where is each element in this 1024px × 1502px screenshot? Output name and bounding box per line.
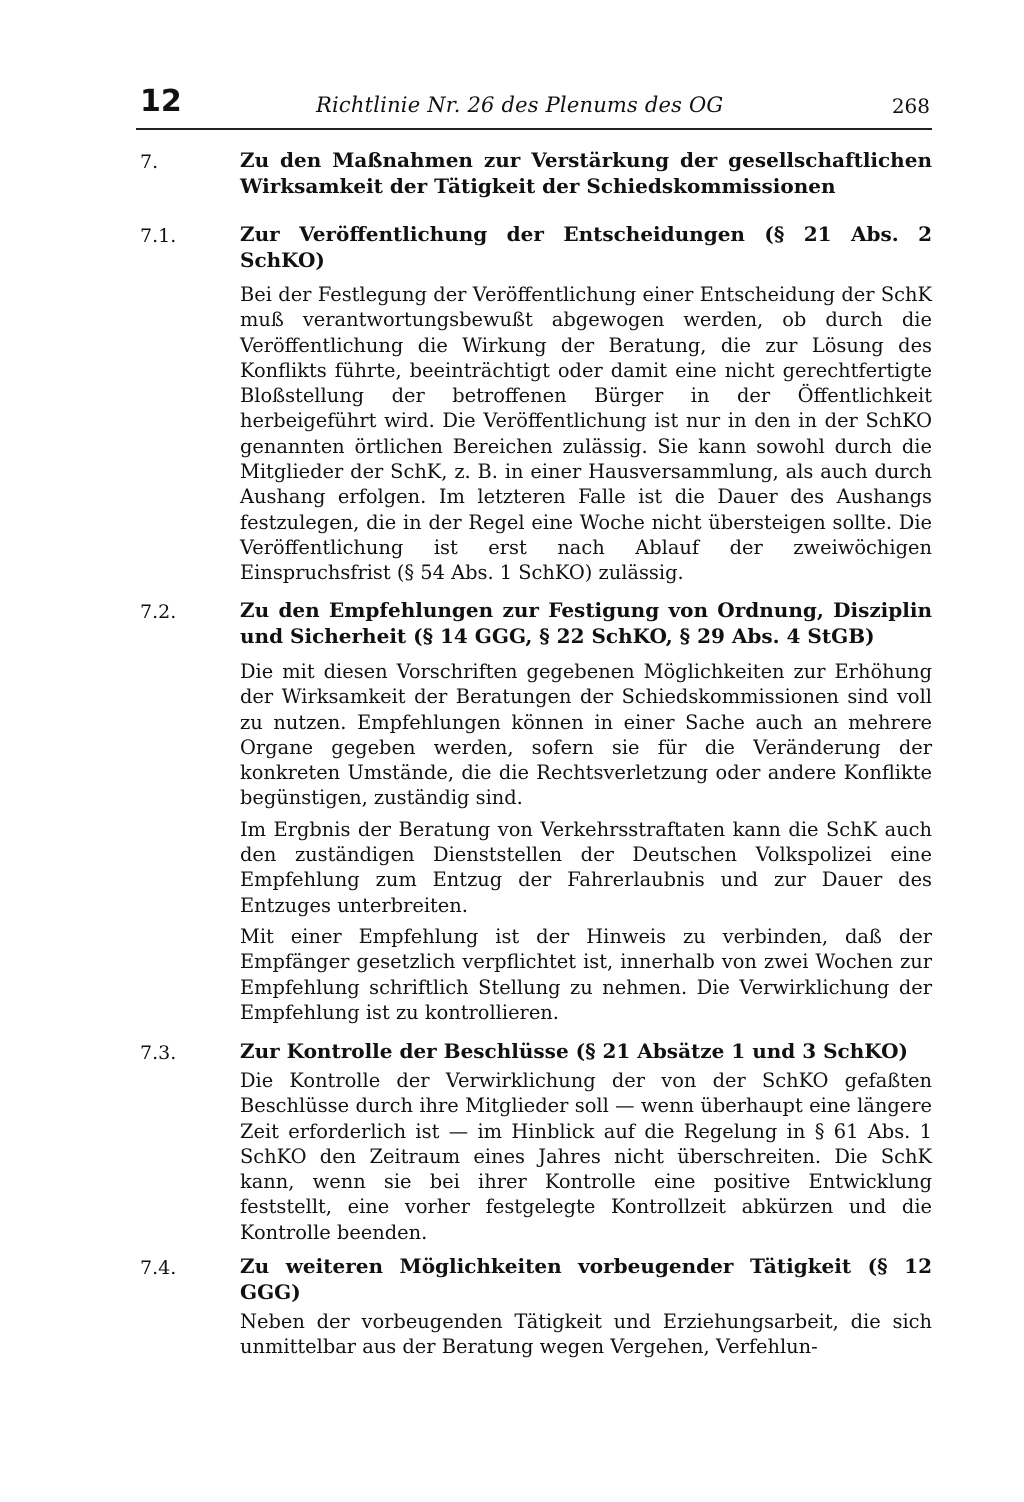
paragraph: Mit einer Empfehlung ist der Hinweis zu verbinden, daß der Empfänger gesetzlich verpflichtet ist, innerhalb von zwei Wochen zur Empfehlung schriftlich Stellung zu nehmen. Die Verwirklichung der Empfehlung ist zu kontrollieren. [240, 924, 932, 1024]
running-title: Richtlinie Nr. 26 des Plenums des OG [316, 93, 724, 117]
section-heading: Zu den Maßnahmen zur Verstärkung der gesellschaftlichen Wirksamkeit der Tätigkeit der Schiedskommissionen [240, 148, 932, 198]
folio-number: 268 [891, 94, 930, 118]
section-heading: Zur Veröffentlichung der Entscheidungen (§ 21 Abs. 2 SchKO) [240, 222, 932, 272]
section-number: 7.3. [140, 1042, 177, 1064]
section-heading: Zur Kontrolle der Beschlüsse (§ 21 Absätze 1 und 3 SchKO) [240, 1039, 908, 1063]
section-number: 7.2. [140, 601, 177, 623]
section-body [240, 1253, 932, 1360]
section-number: 7. [140, 151, 159, 173]
section-body [240, 221, 932, 586]
section-body [240, 597, 932, 1025]
paragraph: Im Ergbnis der Beratung von Verkehrsstraftaten kann die SchK auch den zuständigen Dienststellen der Deutschen Volkspolizei eine Empfehlung zum Entzug der Fahrerlaubnis und zur Dauer des Entzuges unterbreiten. [240, 817, 932, 917]
section-body [240, 1038, 932, 1245]
paragraph: Neben der vorbeugenden Tätigkeit und Erziehungsarbeit, die sich unmittelbar aus der Beratung wegen Vergehen, Verfehlun- [240, 1310, 932, 1359]
section-heading: Zu weiteren Möglichkeiten vorbeugender Tätigkeit (§ 12 GGG) [240, 1254, 932, 1304]
page-header [140, 84, 932, 124]
section-heading: Zu den Empfehlungen zur Festigung von Ordnung, Disziplin und Sicherheit (§ 14 GGG, § 22 SchKO, § 29 Abs. 4 StGB) [240, 598, 932, 648]
paragraph: Die mit diesen Vorschriften gegebenen Möglichkeiten zur Erhöhung der Wirksamkeit der Beratungen der Schiedskommissionen sind voll zu nutzen. Empfehlungen können in einer Sache auch an mehrere Organe gegeben werden, sofern sie für die Veränderung der konkreten Umstände, die die Rechtsverletzung oder andere Konflikte begünstigen, zuständig sind. [240, 660, 932, 810]
section-number: 7.1. [140, 225, 177, 247]
header-divider [136, 128, 932, 130]
page-number: 12 [140, 84, 182, 119]
paragraph: Bei der Festlegung der Veröffentlichung einer Entscheidung der SchK muß verantwortungsbewußt abgewogen werden, ob durch die Veröffentlichung die Wirkung der Beratung, die zur Lösung des Konflikts führte, beeinträchtigt oder damit eine nicht gerechtfertigte Bloßstellung der betroffenen Bürger in der Öffentlichkeit herbeigeführt wird. Die Veröffentlichung ist nur in den in der SchKO genannten örtlichen Bereichen zulässig. Sie kann sowohl durch die Mitglieder der SchK, z. B. in einer Hausversammlung, als auch durch Aushang erfolgen. Im letzteren Falle ist die Dauer des Aushangs festzulegen, die in der Regel eine Woche nicht übersteigen sollte. Die Veröffentlichung ist erst nach Ablauf der zweiwöchigen Einspruchsfrist (§ 54 Abs. 1 SchKO) zulässig. [240, 283, 932, 585]
section-body [240, 147, 932, 199]
section-number: 7.4. [140, 1257, 177, 1279]
paragraph: Die Kontrolle der Verwirklichung der von der SchKO gefaßten Beschlüsse durch ihre Mitglieder soll — wenn überhaupt eine längere Zeit erforderlich ist — im Hinblick auf die Regelung in § 61 Abs. 1 SchKO den Zeitraum eines Jahres nicht überschreiten. Die SchK kann, wenn sie bei ihrer Kontrolle eine positive Entwicklung feststellt, eine vorher festgelegte Kontrollzeit abkürzen und die Kontrolle beenden. [240, 1069, 932, 1244]
